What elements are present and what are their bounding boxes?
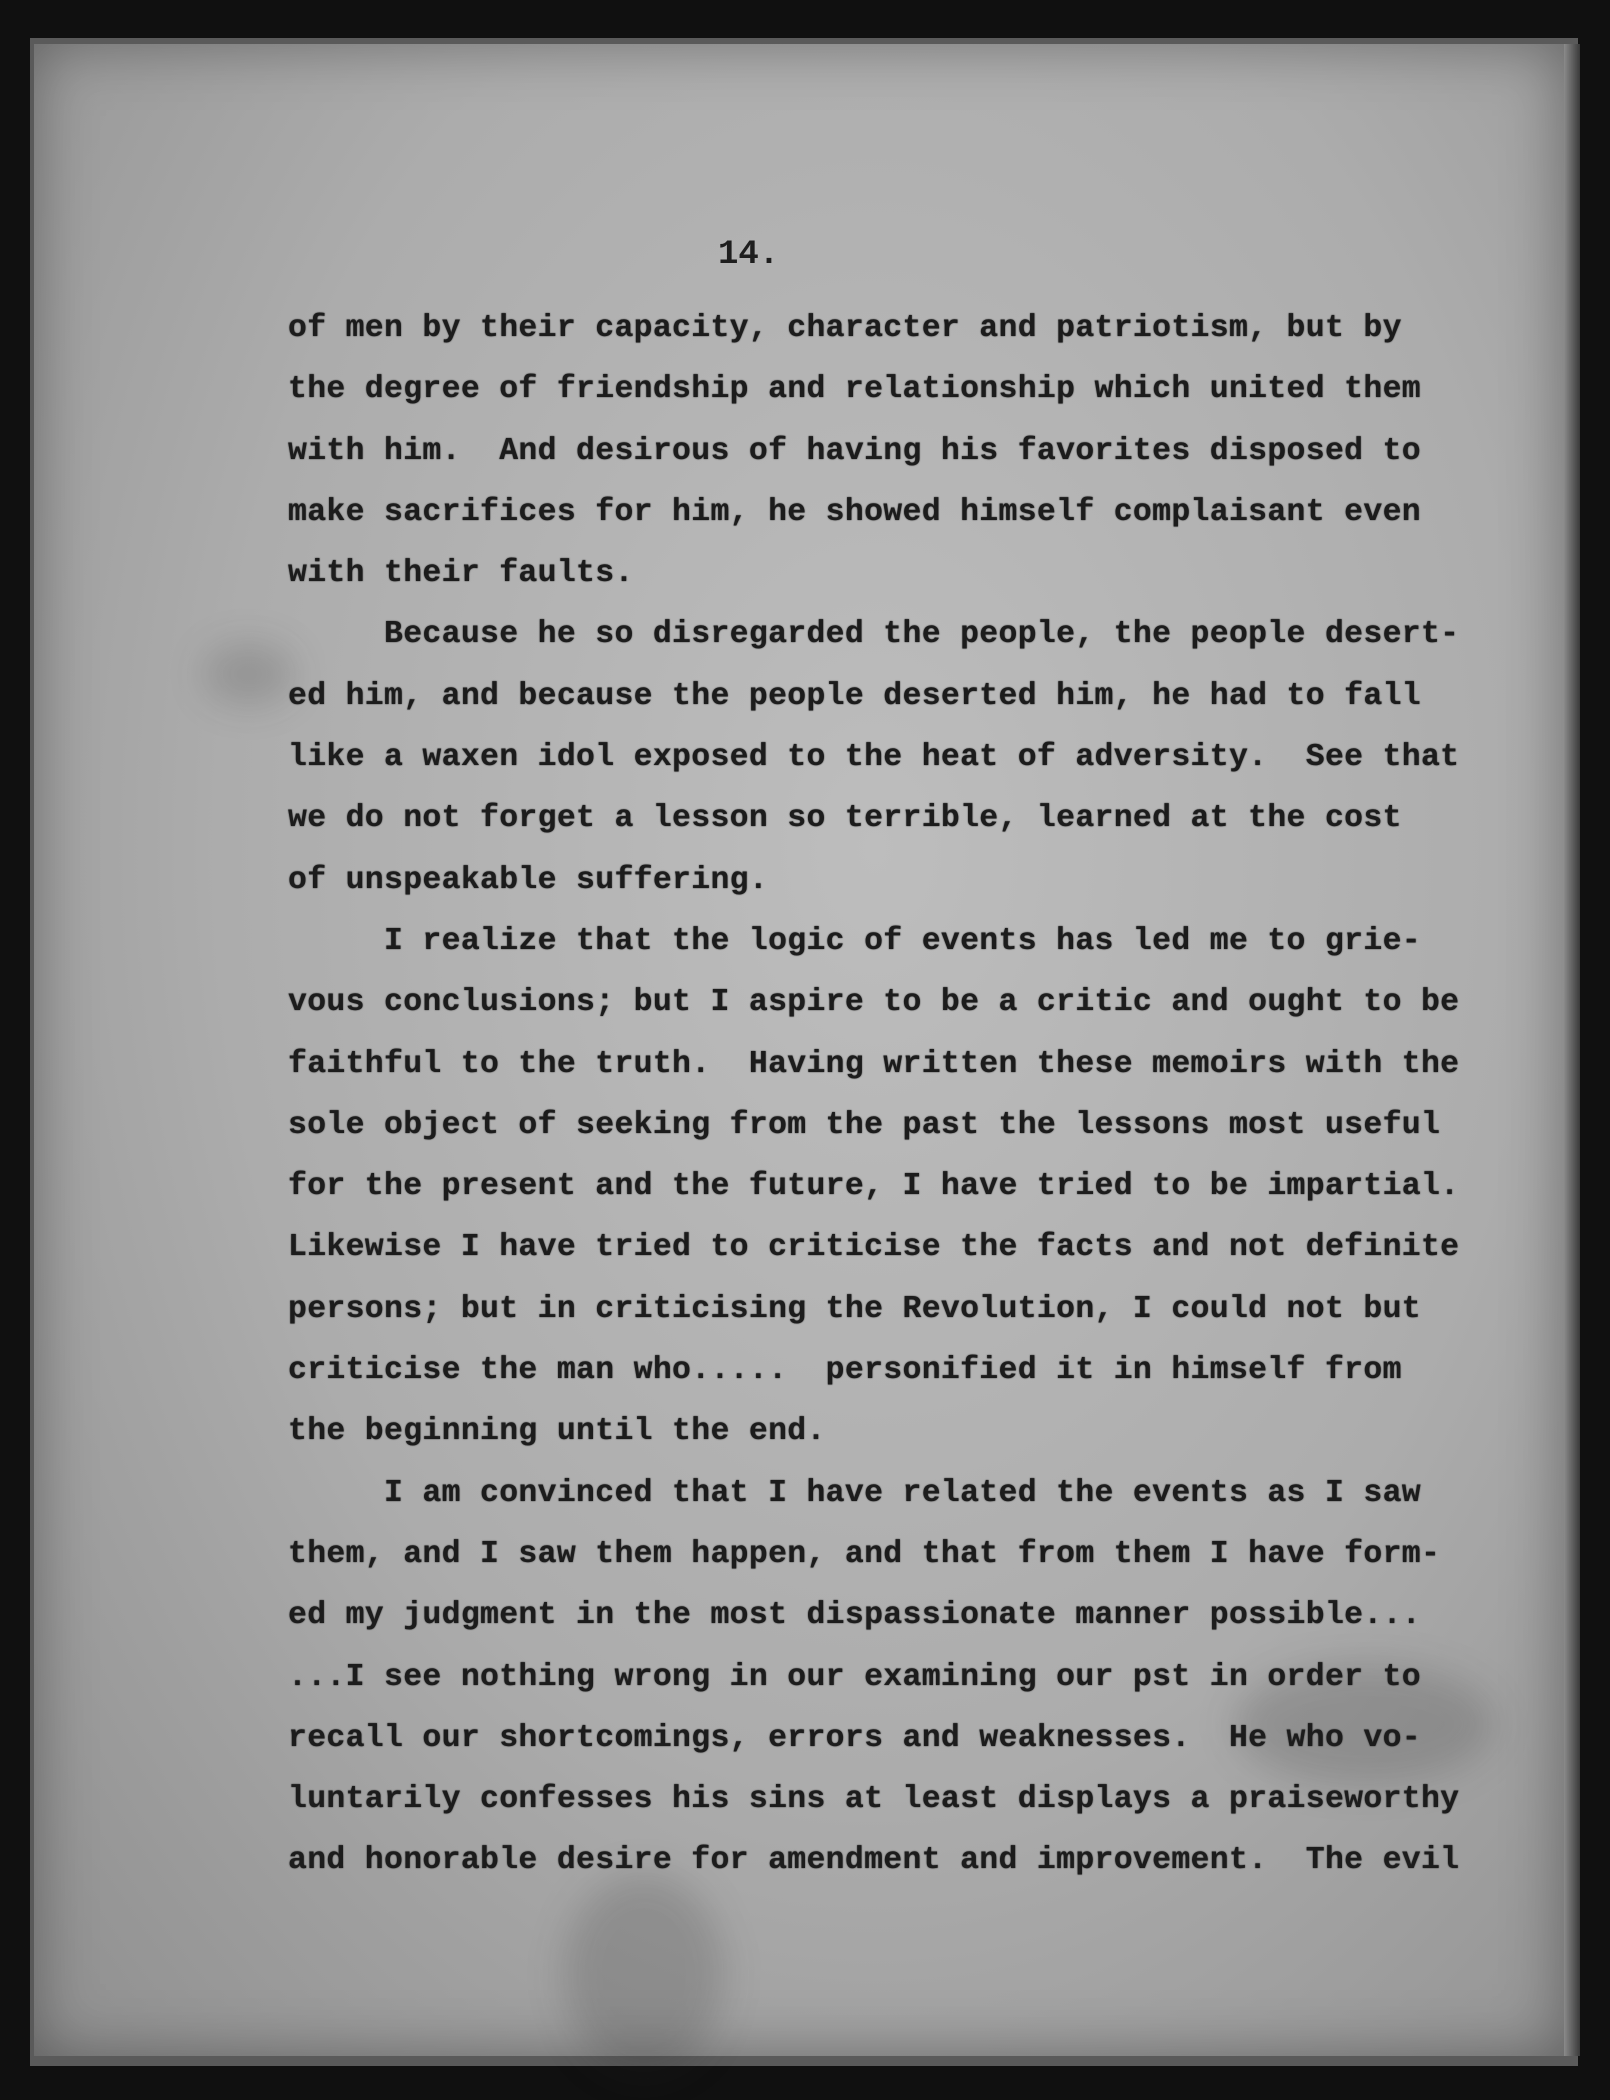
text-line: with him. And desirous of having his favorites disposed to [288, 433, 1421, 469]
text-line: for the present and the future, I have tried to be impartial. [288, 1169, 1460, 1205]
text-line: ...I see nothing wrong in our examining our pst in order to [288, 1659, 1421, 1695]
ink-smudge [564, 1874, 724, 2074]
text-line: and honorable desire for amendment and improvement. The evil [288, 1843, 1460, 1879]
text-line: faithful to the truth. Having written these memoirs with the [288, 1046, 1460, 1082]
text-line: like a waxen idol exposed to the heat of adversity. See that [288, 740, 1460, 776]
text-line: of unspeakable suffering. [288, 862, 769, 898]
text-line: them, and I saw them happen, and that from them I have form- [288, 1536, 1441, 1572]
text-line: of men by their capacity, character and patriotism, but by [288, 311, 1402, 346]
text-line: ed my judgment in the most dispassionate manner possible... [288, 1598, 1421, 1634]
text-line: I realize that the logic of events has led me to grie- [288, 923, 1421, 959]
text-line: make sacrifices for him, he showed himself complaisant even [288, 494, 1421, 530]
typescript-body [288, 298, 1460, 1892]
text-line: sole object of seeking from the past the lessons most useful [288, 1107, 1441, 1143]
text-line: luntarily confesses his sins at least displays a praiseworthy [288, 1782, 1460, 1818]
text-line: persons; but in criticising the Revolution, I could not but [288, 1291, 1421, 1327]
text-line: Likewise I have tried to criticise the facts and not definite [288, 1230, 1460, 1266]
text-line: criticise the man who..... personified it in himself from [288, 1353, 1402, 1389]
text-line: I am convinced that I have related the events as I saw [288, 1475, 1421, 1511]
ink-smudge [204, 644, 294, 704]
text-line: Because he so disregarded the people, the people desert- [288, 617, 1460, 653]
binding-edge [1564, 44, 1580, 2056]
page-number: 14. [718, 236, 780, 274]
text-line: ed him, and because the people deserted him, he had to fall [288, 678, 1421, 714]
text-line: with their faults. [288, 556, 634, 592]
text-line: we do not forget a lesson so terrible, learned at the cost [288, 801, 1402, 837]
text-line: vous conclusions; but I aspire to be a critic and ought to be [288, 985, 1460, 1021]
text-line: the beginning until the end. [288, 1414, 826, 1450]
text-line: the degree of friendship and relationship which united them [288, 372, 1421, 408]
text-line: recall our shortcomings, errors and weaknesses. He who vo- [288, 1720, 1421, 1756]
